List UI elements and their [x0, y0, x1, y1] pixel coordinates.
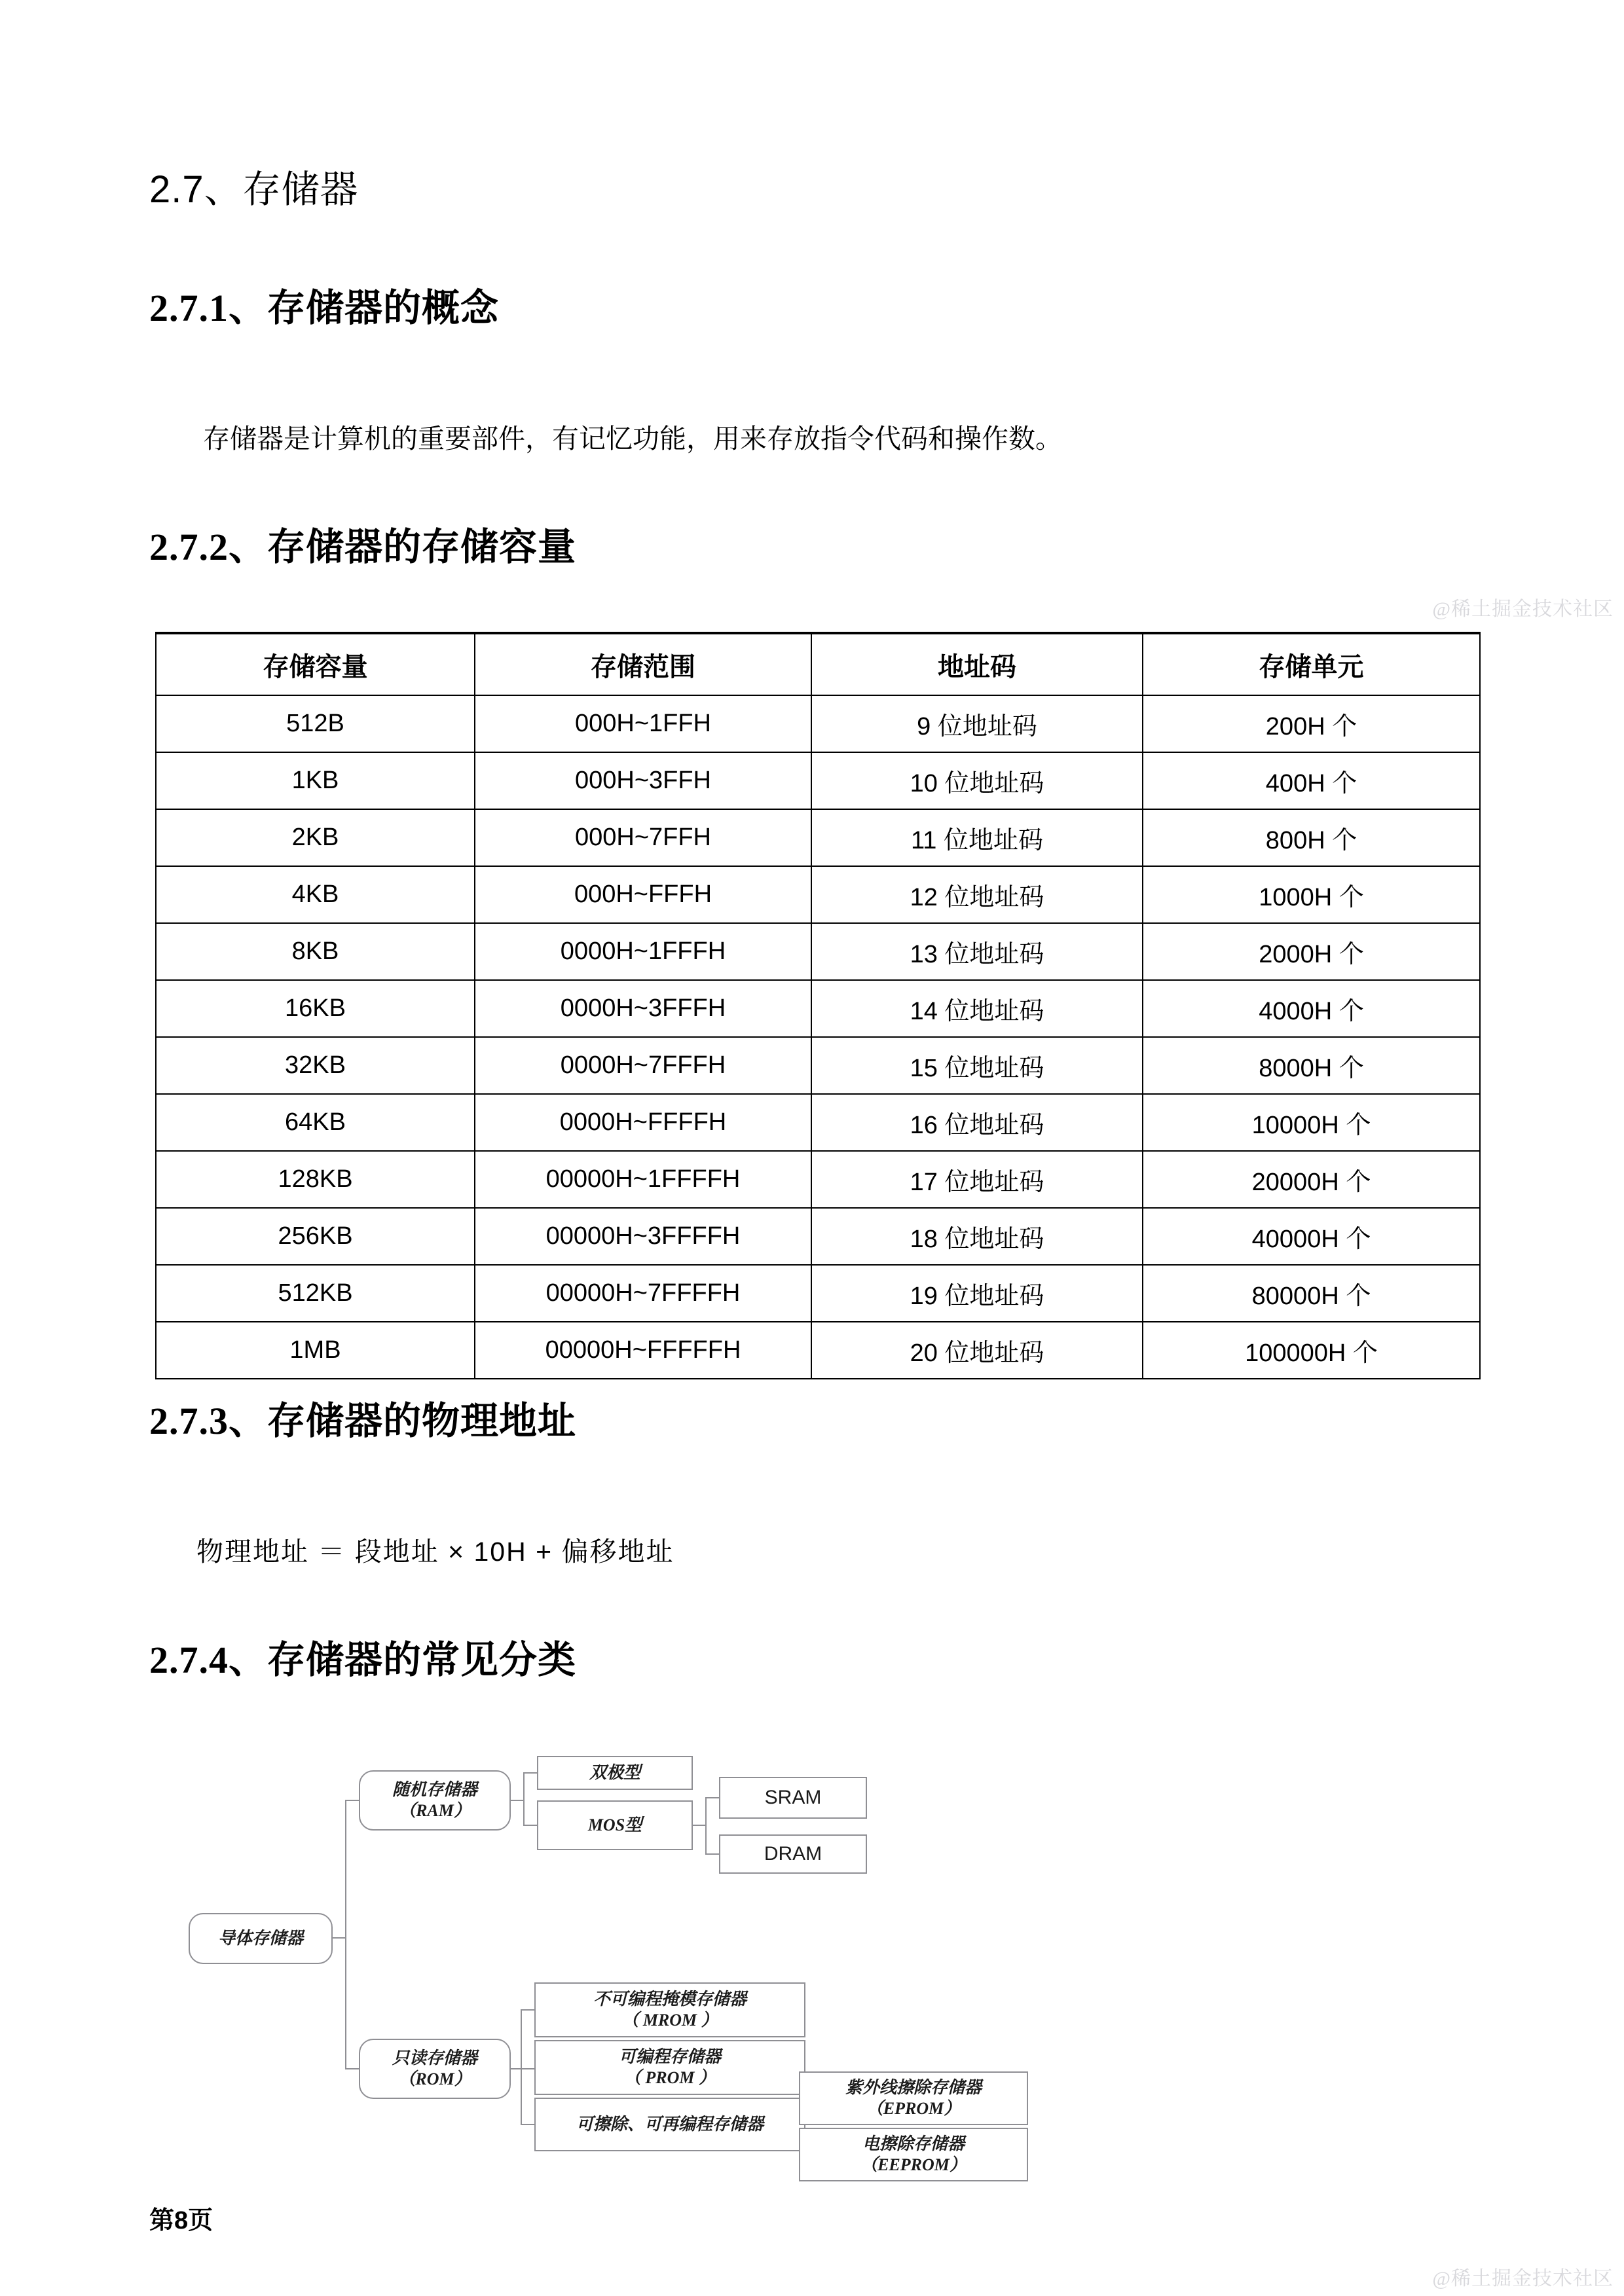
table-row	[156, 1322, 1480, 1379]
node-prom-line2: （ PROM ）	[623, 2068, 716, 2087]
cell-range: 0000H~FFFFH	[475, 1094, 811, 1151]
node-dram-label: DRAM	[764, 1843, 822, 1865]
cell-capacity: 4KB	[156, 866, 475, 923]
watermark-bottom: @稀土掘金技术社区	[1432, 2268, 1614, 2289]
node-eeprom-line2: （EEPROM）	[860, 2155, 967, 2174]
node-eeprom	[799, 2128, 1028, 2181]
node-rom	[359, 2039, 511, 2099]
section-title-2-7-1: 2.7.1、存储器的概念	[149, 287, 500, 329]
node-mrom-line1: 不可编程掩模存储器	[593, 1989, 747, 2009]
page-footer	[149, 2200, 1482, 2236]
cell-address-code: 13 位地址码	[811, 923, 1143, 980]
node-eeprom-line1: 电擦除存储器	[862, 2134, 965, 2153]
cell-capacity: 1MB	[156, 1322, 475, 1379]
table-row	[156, 1151, 1480, 1208]
cell-address-code: 16 位地址码	[811, 1094, 1143, 1151]
node-dram	[719, 1834, 867, 1874]
cell-range: 000H~FFFH	[475, 866, 811, 923]
node-mos-label: MOS型	[587, 1815, 642, 1834]
cell-storage-units: 200H 个	[1143, 695, 1480, 752]
node-ram	[359, 1770, 511, 1831]
cell-address-code: 19 位地址码	[811, 1265, 1143, 1322]
cell-range: 00000H~3FFFFH	[475, 1208, 811, 1265]
cell-capacity: 32KB	[156, 1037, 475, 1094]
node-mos	[537, 1800, 693, 1850]
table-header-row	[156, 633, 1480, 695]
node-erasable-label: 可擦除、可再编程存储器	[576, 2114, 764, 2134]
cell-storage-units: 400H 个	[1143, 752, 1480, 809]
paragraph-block-2-7-1	[149, 419, 1433, 460]
capacity-table-body	[156, 695, 1480, 1379]
cell-range: 000H~1FFH	[475, 695, 811, 752]
cell-storage-units: 8000H 个	[1143, 1037, 1480, 1094]
column-header-capacity: 存储容量	[156, 633, 475, 695]
cell-capacity: 1KB	[156, 752, 475, 809]
physical-address-formula: 物理地址 ＝ 段地址 × 10H + 偏移地址	[196, 1537, 674, 1567]
node-eeprom-label	[860, 2134, 967, 2176]
section-title-2-7-4: 2.7.4、存储器的常见分类	[149, 1639, 577, 1681]
cell-range: 000H~3FFH	[475, 752, 811, 809]
node-root-label: 导体存储器	[217, 1928, 303, 1948]
cell-address-code: 17 位地址码	[811, 1151, 1143, 1208]
node-rom-label	[392, 2048, 477, 2090]
node-sram	[719, 1777, 867, 1819]
cell-range: 00000H~1FFFFH	[475, 1151, 811, 1208]
cell-range: 0000H~7FFFH	[475, 1037, 811, 1094]
cell-range: 0000H~3FFFH	[475, 980, 811, 1037]
node-mrom-label	[593, 1989, 747, 2032]
table-row	[156, 752, 1480, 809]
cell-address-code: 18 位地址码	[811, 1208, 1143, 1265]
node-prom-label	[619, 2047, 721, 2089]
section-heading-2-7-4	[149, 1637, 576, 1685]
column-header-range: 存储范围	[475, 633, 811, 695]
section-heading-2-7-3	[149, 1398, 576, 1446]
table-row	[156, 1208, 1480, 1265]
page-number-label: 第8页	[149, 2207, 213, 2234]
cell-address-code: 20 位地址码	[811, 1322, 1143, 1379]
table-row	[156, 866, 1480, 923]
node-prom	[534, 2040, 805, 2095]
cell-storage-units: 100000H 个	[1143, 1322, 1480, 1379]
section-heading-2-7-1	[149, 285, 499, 333]
table-row	[156, 1094, 1480, 1151]
table-row	[156, 695, 1480, 752]
cell-capacity: 16KB	[156, 980, 475, 1037]
cell-address-code: 9 位地址码	[811, 695, 1143, 752]
capacity-table	[155, 632, 1481, 1379]
cell-capacity: 256KB	[156, 1208, 475, 1265]
node-prom-line1: 可编程存储器	[618, 2047, 721, 2066]
node-ram-label	[392, 1779, 477, 1822]
node-ram-line2: （RAM）	[399, 1801, 471, 1820]
capacity-table-container	[155, 632, 1479, 1379]
cell-address-code: 12 位地址码	[811, 866, 1143, 923]
memory-classification-tree	[149, 1741, 1479, 2174]
classification-diagram-container	[149, 1741, 1479, 2174]
node-eprom-line1: 紫外线擦除存储器	[845, 2077, 982, 2097]
cell-capacity: 64KB	[156, 1094, 475, 1151]
cell-storage-units: 800H 个	[1143, 809, 1480, 866]
table-row	[156, 1037, 1480, 1094]
cell-address-code: 11 位地址码	[811, 809, 1143, 866]
node-rom-line2: （ROM）	[398, 2069, 471, 2088]
cell-storage-units: 4000H 个	[1143, 980, 1480, 1037]
section-title-2-7-2: 2.7.2、存储器的存储容量	[149, 526, 577, 568]
node-eprom-label	[845, 2077, 982, 2120]
node-eprom-line2: （EPROM）	[866, 2099, 961, 2118]
cell-range: 000H~7FFH	[475, 809, 811, 866]
section-title-2-7-3: 2.7.3、存储器的物理地址	[149, 1400, 577, 1442]
node-bipolar	[537, 1756, 693, 1790]
formula-block	[149, 1532, 674, 1573]
cell-storage-units: 2000H 个	[1143, 923, 1480, 980]
node-erasable	[534, 2098, 805, 2151]
node-sram-label: SRAM	[764, 1787, 822, 1809]
cell-range: 00000H~7FFFFH	[475, 1265, 811, 1322]
column-header-addrcode: 地址码	[811, 633, 1143, 695]
cell-range: 00000H~FFFFFH	[475, 1322, 811, 1379]
cell-storage-units: 10000H 个	[1143, 1094, 1480, 1151]
cell-address-code: 10 位地址码	[811, 752, 1143, 809]
table-row	[156, 923, 1480, 980]
section-title-2-7: 2.7、存储器	[149, 168, 359, 211]
section-heading-2-7-2	[149, 524, 576, 572]
cell-storage-units: 1000H 个	[1143, 866, 1480, 923]
table-row	[156, 1265, 1480, 1322]
node-bipolar-label: 双极型	[589, 1762, 640, 1782]
cell-capacity: 512KB	[156, 1265, 475, 1322]
paragraph-memory-concept: 存储器是计算机的重要部件，有记忆功能，用来存放指令代码和操作数。	[203, 424, 1062, 454]
cell-storage-units: 20000H 个	[1143, 1151, 1480, 1208]
node-ram-line1: 随机存储器	[392, 1779, 477, 1799]
cell-storage-units: 80000H 个	[1143, 1265, 1480, 1322]
cell-capacity: 128KB	[156, 1151, 475, 1208]
node-root	[189, 1913, 333, 1964]
cell-range: 0000H~1FFFH	[475, 923, 811, 980]
node-eprom	[799, 2071, 1028, 2125]
node-mrom	[534, 1982, 805, 2037]
cell-capacity: 512B	[156, 695, 475, 752]
column-header-cells: 存储单元	[1143, 633, 1480, 695]
cell-address-code: 15 位地址码	[811, 1037, 1143, 1094]
cell-storage-units: 40000H 个	[1143, 1208, 1480, 1265]
table-row	[156, 980, 1480, 1037]
cell-address-code: 14 位地址码	[811, 980, 1143, 1037]
node-rom-line1: 只读存储器	[392, 2048, 477, 2068]
watermark-top: @稀土掘金技术社区	[1432, 598, 1614, 620]
section-heading-2-7	[149, 167, 359, 213]
table-row	[156, 809, 1480, 866]
cell-capacity: 8KB	[156, 923, 475, 980]
node-mrom-line2: （ MROM ）	[621, 2011, 718, 2030]
cell-capacity: 2KB	[156, 809, 475, 866]
